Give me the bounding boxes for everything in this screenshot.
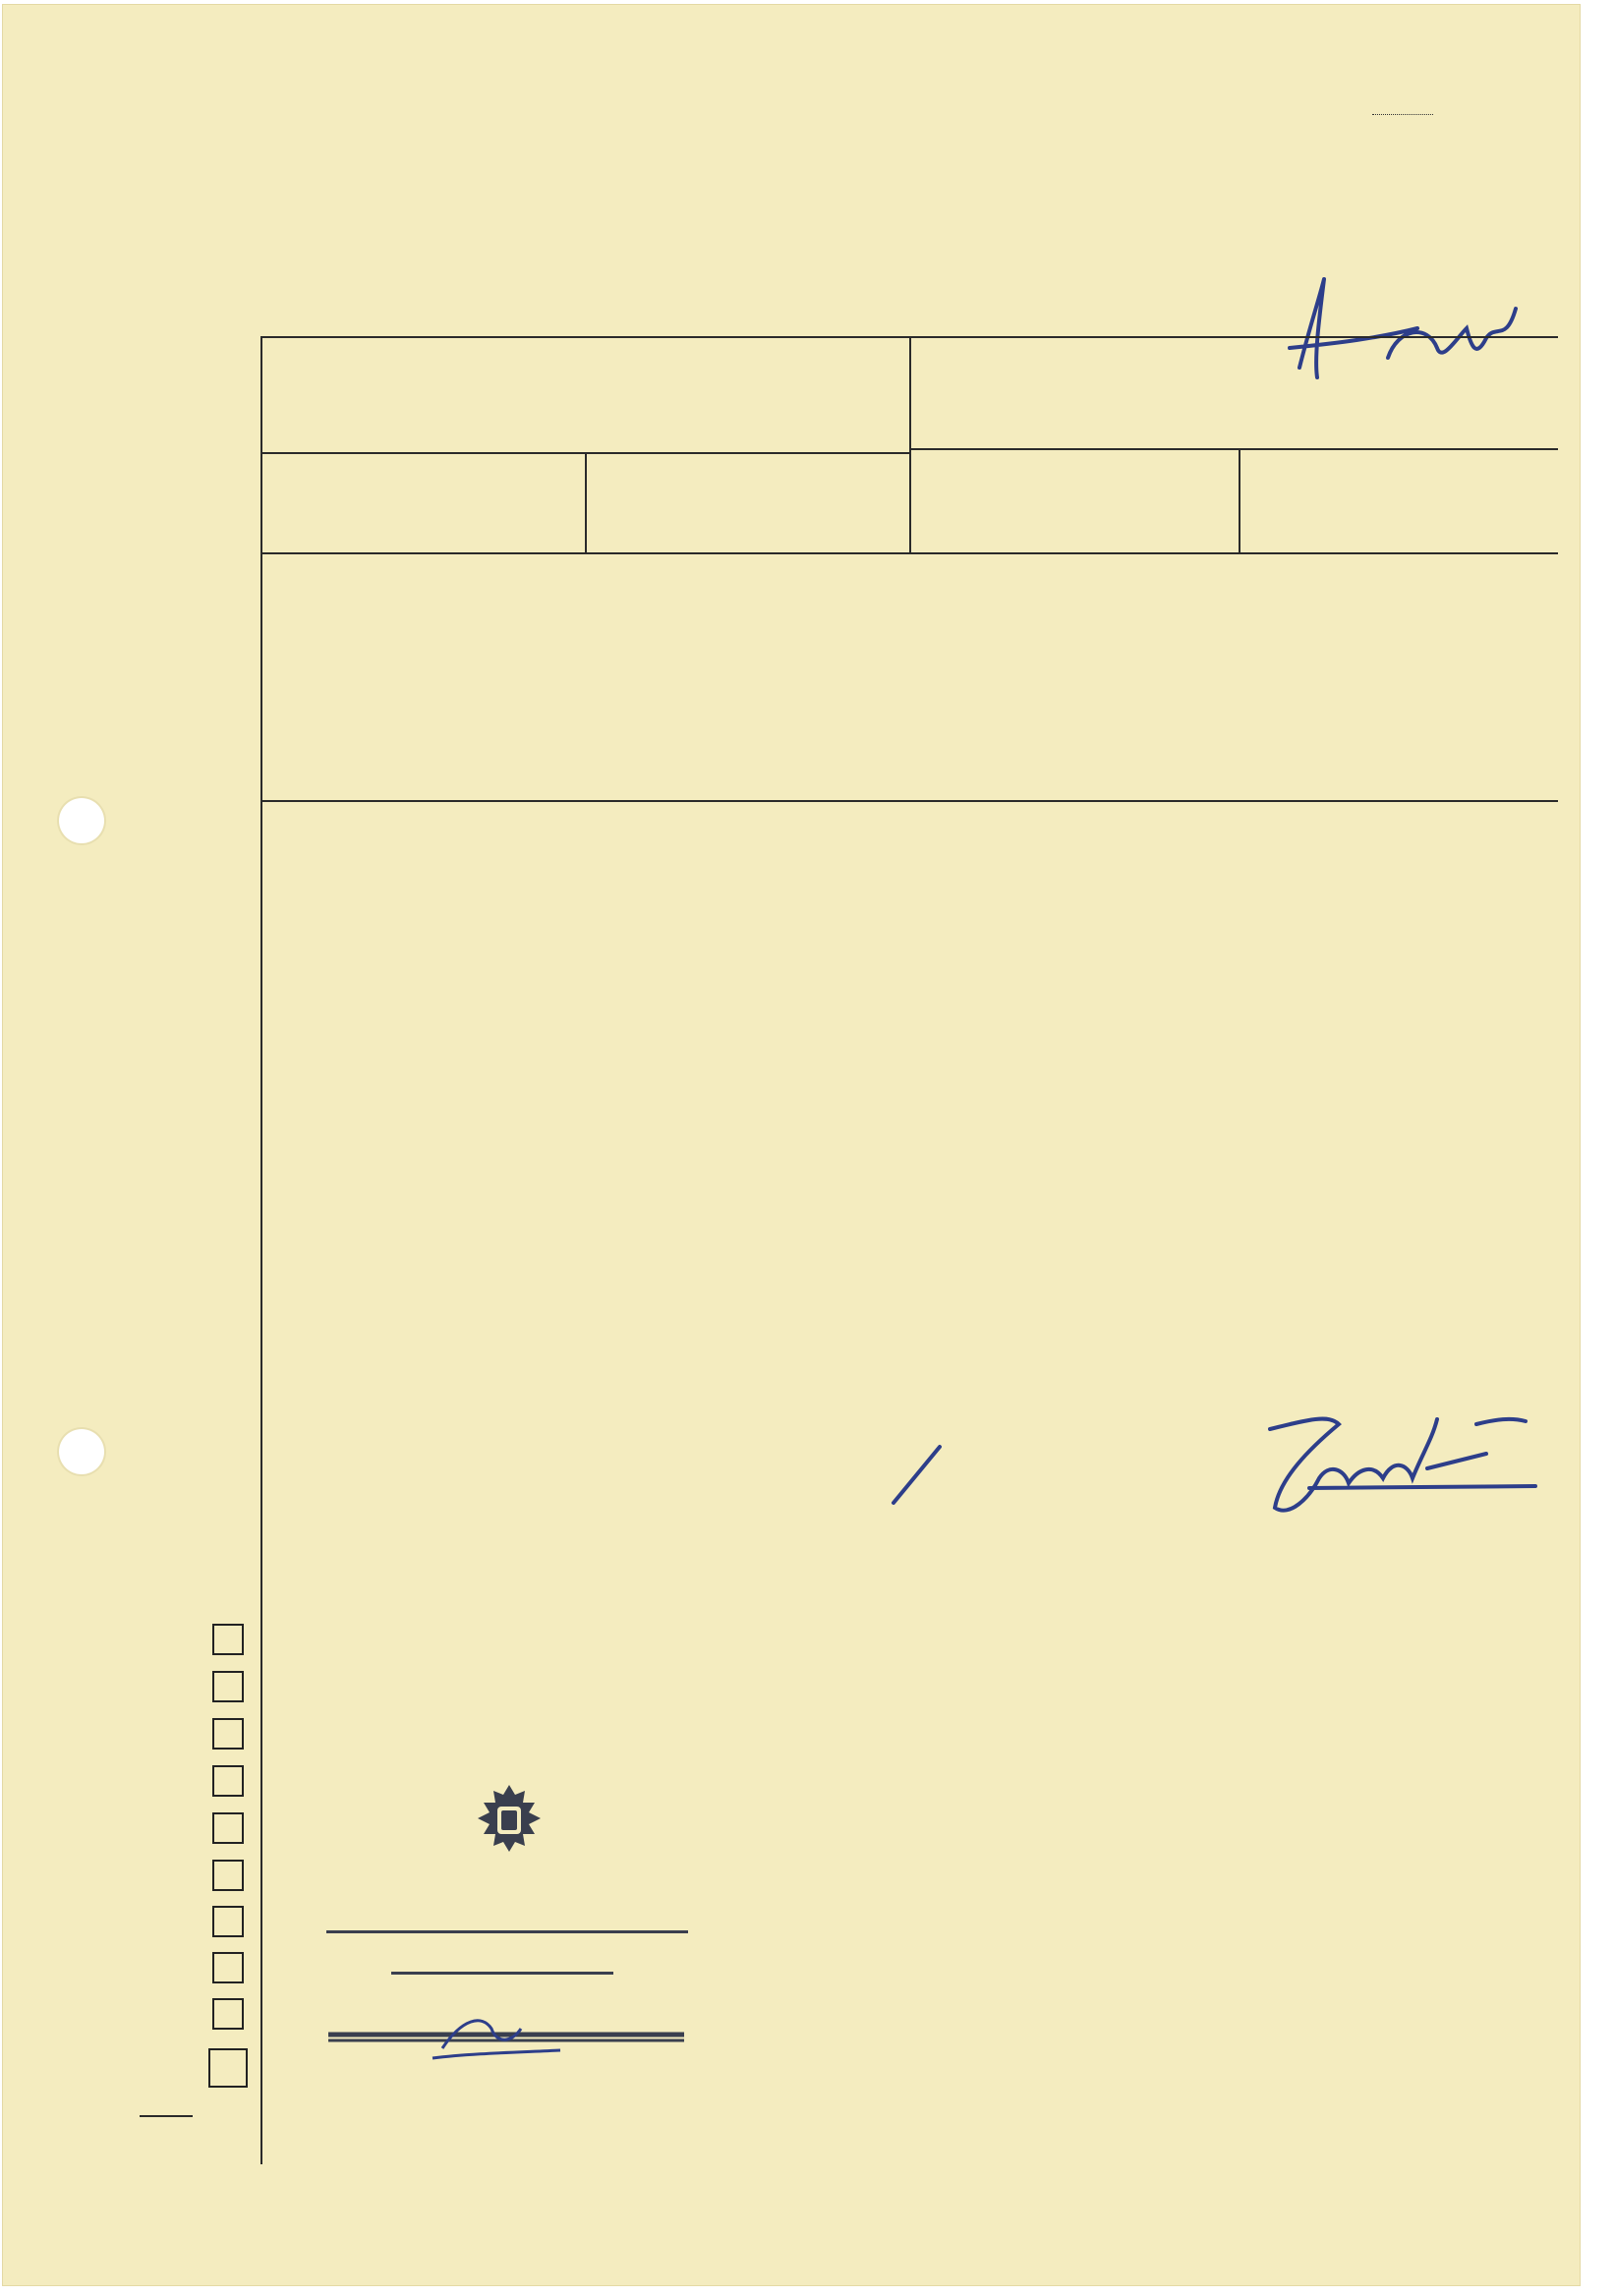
form-row2-bottom — [260, 552, 1558, 554]
distribution-checkbox-div4[interactable] — [212, 1812, 244, 1844]
distribution-checkbox-extra[interactable] — [208, 2048, 248, 2088]
handwritten-signature — [1250, 1409, 1545, 1537]
form-divider-center — [909, 336, 911, 552]
distribution-checkbox-arquivo[interactable] — [212, 1998, 244, 2030]
form-left-border — [260, 336, 262, 2164]
distribution-checkbox-div3[interactable] — [212, 1765, 244, 1797]
distribution-checkbox-rep-gabinete[interactable] — [212, 1952, 244, 1983]
distribution-checkbox-div1[interactable] — [212, 1671, 244, 1702]
form-divider-grau — [585, 452, 587, 552]
stamp-date — [391, 1970, 613, 1975]
document-page — [2, 4, 1581, 2286]
punch-hole — [59, 1429, 104, 1474]
distribution-checkbox-sa[interactable] — [212, 1860, 244, 1891]
despacho-bottom — [260, 800, 1558, 802]
handwritten-signature-top — [1280, 269, 1535, 397]
form-divider-data — [1239, 448, 1240, 552]
slash-mark — [889, 1439, 948, 1508]
distribution-checkbox-pr[interactable] — [212, 1906, 244, 1937]
page-count — [1368, 98, 1437, 121]
form-row1-bottom-right — [909, 448, 1558, 450]
coat-of-arms-icon — [464, 1781, 554, 1862]
distribution-checkbox-div2[interactable] — [212, 1718, 244, 1750]
stamp-crossed-line — [324, 2009, 688, 2068]
footer-rule-left — [140, 2115, 193, 2117]
punch-hole — [59, 798, 104, 843]
distribution-checkbox-gab[interactable] — [212, 1624, 244, 1655]
stamp-entrada — [326, 1928, 688, 1933]
